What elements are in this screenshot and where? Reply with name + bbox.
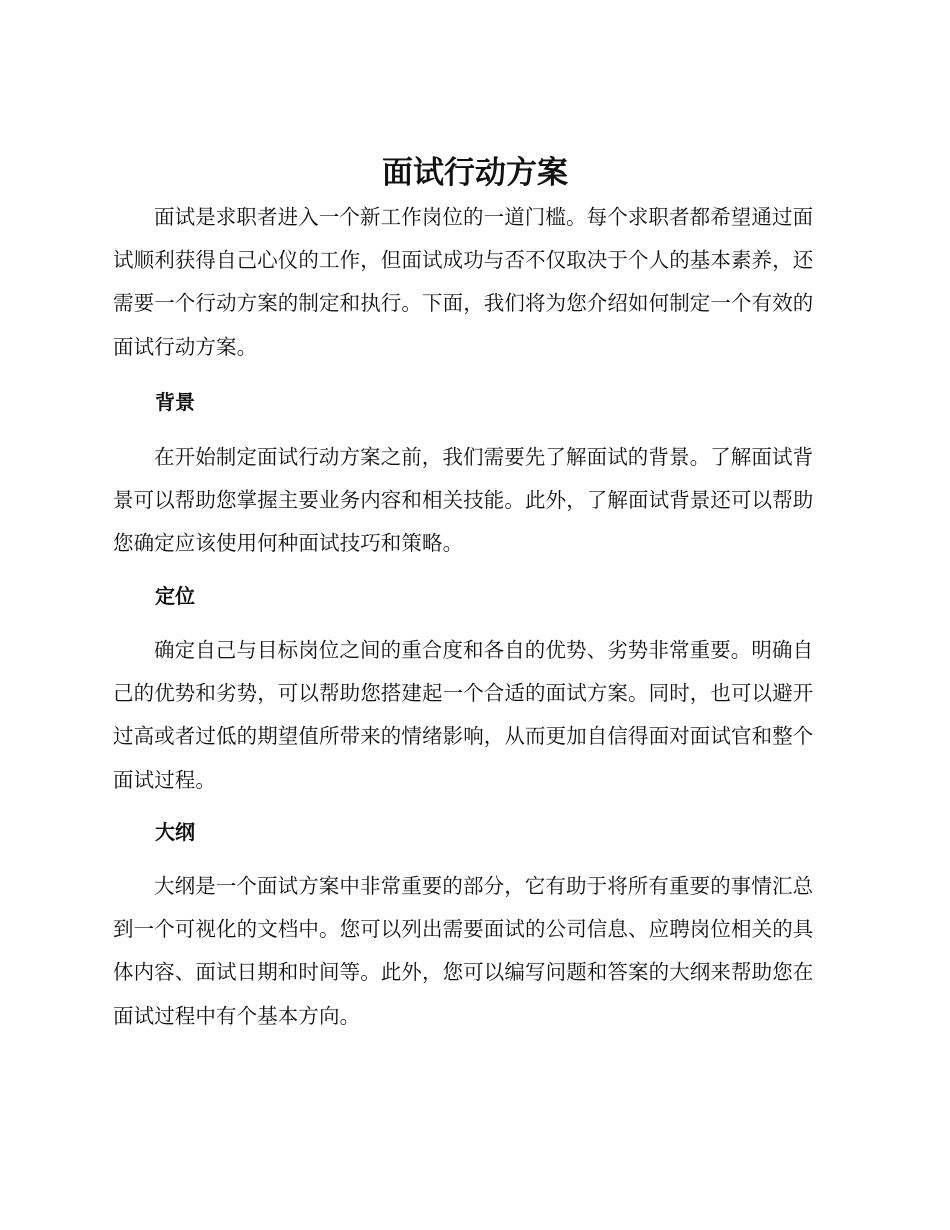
section-body-background: 在开始制定面试行动方案之前，我们需要先了解面试的背景。了解面试背景可以帮助您掌握主要业务内容和相关技能。此外，了解面试背景还可以帮助您确定应该使用何种面试技巧和策略。 xyxy=(113,445,814,556)
section-heading-background: 背景 xyxy=(155,390,195,414)
section-heading-positioning: 定位 xyxy=(155,584,195,608)
document-title: 面试行动方案 xyxy=(382,155,568,191)
section-heading-outline: 大纲 xyxy=(155,820,195,844)
section-body-outline: 大纲是一个面试方案中非常重要的部分，它有助于将所有重要的事情汇总到一个可视化的文档中。您可以列出需要面试的公司信息、应聘岗位相关的具体内容、面试日期和时间等。此外，您可以编写问题和答案的大纲来帮助您在面试过程中有个基本方向。 xyxy=(113,874,814,1028)
section-body-positioning: 确定自己与目标岗位之间的重合度和各自的优势、劣势非常重要。明确自己的优势和劣势，可以帮助您搭建起一个合适的面试方案。同时，也可以避开过高或者过低的期望值所带来的情绪影响，从而更加自信得面对面试官和整个面试过程。 xyxy=(113,638,814,792)
intro-paragraph: 面试是求职者进入一个新工作岗位的一道门槛。每个求职者都希望通过面试顺利获得自己心仪的工作，但面试成功与否不仅取决于个人的基本素养，还需要一个行动方案的制定和执行。下面，我们将为您介绍如何制定一个有效的面试行动方案。 xyxy=(113,205,814,359)
